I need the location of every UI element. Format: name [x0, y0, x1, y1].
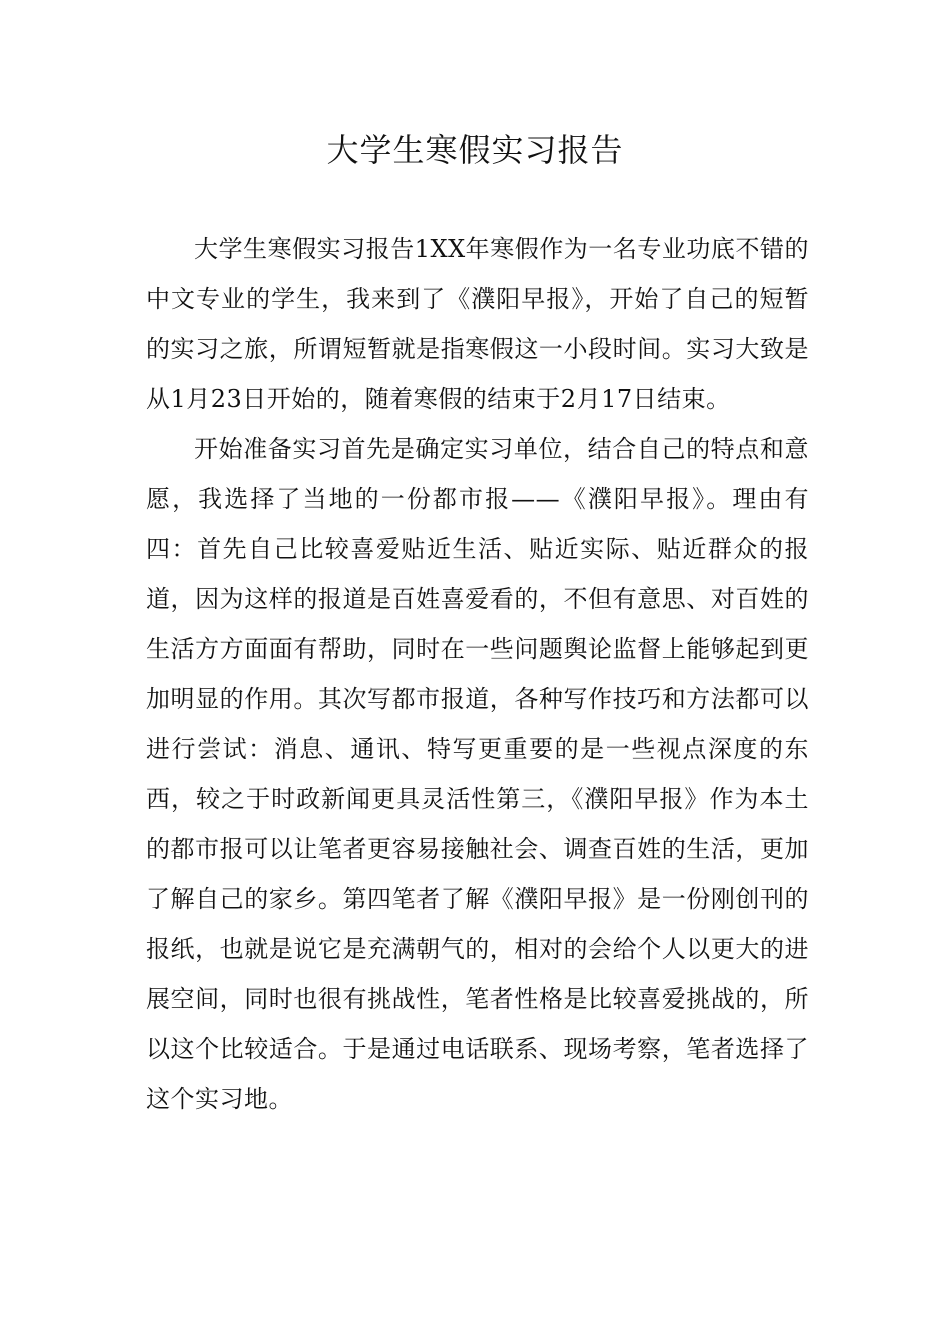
paragraph-choosing-unit: 开始准备实习首先是确定实习单位，结合自己的特点和意愿，我选择了当地的一份都市报——《濮阳早报》。理由有四：首先自己比较喜爱贴近生活、贴近实际、贴近群众的报道，因为这样的报道是百姓喜爱看的，不但有意思、对百姓的生活方方面面有帮助，同时在一些问题舆论监督上能够起到更加明显的作用。其次写都市报道，各种写作技巧和方法都可以进行尝试：消息、通讯、特写更重要的是一些视点深度的东西，较之于时政新闻更具灵活性第三，《濮阳早报》作为本土的都市报可以让笔者更容易接触社会、调查百姓的生活，更加了解自己的家乡。第四笔者了解《濮阳早报》是一份刚创刊的报纸，也就是说它是充满朝气的，相对的会给个人以更大的进展空间，同时也很有挑战性，笔者性格是比较喜爱挑战的，所以这个比较适合。于是通过电话联系、现场考察，笔者选择了这个实习地。 — [146, 435, 809, 1113]
document-body — [146, 224, 809, 1124]
paragraph-intro: 大学生寒假实习报告1XX年寒假作为一名专业功底不错的中文专业的学生，我来到了《濮阳早报》，开始了自己的短暂的实习之旅，所谓短暂就是指寒假这一小段时间。实习大致是从1月23日开始的，随着寒假的结束于2月17日结束。 — [146, 235, 809, 413]
document-title: 大学生寒假实习报告 — [326, 131, 624, 169]
